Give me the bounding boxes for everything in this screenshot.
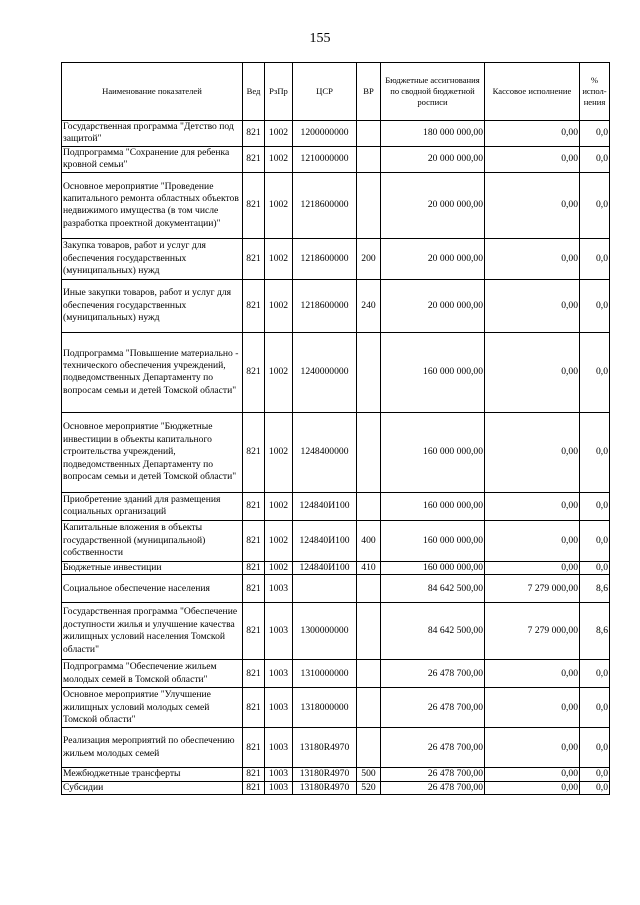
table-row [62,332,610,412]
row-budget: 160 000 000,00 [381,412,485,492]
row-vr [357,728,381,768]
row-cash: 0,00 [485,172,580,238]
row-pct: 8,6 [580,575,610,603]
row-cash: 0,00 [485,279,580,332]
row-name: Подпрограмма "Повышение материально - технического обеспечения учреждений, подведомственных Департаменту по вопросам семьи и детей Томской области" [62,332,243,412]
row-cash: 0,00 [485,332,580,412]
row-csr: 1318000000 [293,688,357,728]
row-name: Закупка товаров, работ и услуг для обеспечения государственных (муниципальных) нужд [62,238,243,279]
row-name: Государственная программа "Обеспечение доступности жилья и улучшение качества жилищных условий населения Томской области" [62,603,243,660]
table-row [62,412,610,492]
row-rzpr: 1002 [265,412,293,492]
table-row [62,781,610,794]
row-budget: 20 000 000,00 [381,279,485,332]
row-budget: 20 000 000,00 [381,238,485,279]
row-rzpr: 1002 [265,121,293,147]
row-cash: 0,00 [485,146,580,172]
row-pct: 0,0 [580,520,610,561]
row-budget: 180 000 000,00 [381,121,485,147]
table-row [62,768,610,781]
row-budget: 26 478 700,00 [381,688,485,728]
row-rzpr: 1002 [265,238,293,279]
table-row [62,146,610,172]
row-name: Капитальные вложения в объекты государственной (муниципальной) собственности [62,520,243,561]
row-ved: 821 [243,520,265,561]
row-budget: 160 000 000,00 [381,561,485,574]
row-csr: 124840И100 [293,492,357,520]
row-pct: 0,0 [580,660,610,688]
row-budget: 20 000 000,00 [381,146,485,172]
row-ved: 821 [243,781,265,794]
table-row [62,238,610,279]
table-row [62,561,610,574]
row-cash: 0,00 [485,768,580,781]
row-csr: 13180R4970 [293,781,357,794]
row-csr: 124840И100 [293,520,357,561]
row-ved: 821 [243,768,265,781]
row-csr [293,575,357,603]
row-ved: 821 [243,279,265,332]
row-cash: 0,00 [485,520,580,561]
table-row [62,279,610,332]
row-cash: 0,00 [485,412,580,492]
row-csr: 1200000000 [293,121,357,147]
row-cash: 0,00 [485,688,580,728]
table-header-row [62,63,610,121]
row-cash: 0,00 [485,238,580,279]
row-budget: 26 478 700,00 [381,660,485,688]
table-row [62,688,610,728]
row-pct: 0,0 [580,412,610,492]
row-ved: 821 [243,688,265,728]
row-rzpr: 1003 [265,768,293,781]
header-name: Наименование показателей [62,63,243,121]
row-cash: 7 279 000,00 [485,575,580,603]
row-pct: 0,0 [580,121,610,147]
row-rzpr: 1003 [265,603,293,660]
row-rzpr: 1002 [265,279,293,332]
row-pct: 0,0 [580,238,610,279]
row-cash: 0,00 [485,121,580,147]
row-ved: 821 [243,172,265,238]
row-vr [357,146,381,172]
row-rzpr: 1003 [265,728,293,768]
header-cash: Кассовое исполнение [485,63,580,121]
row-csr: 13180R4970 [293,728,357,768]
header-rzpr: РзПр [265,63,293,121]
row-csr: 1210000000 [293,146,357,172]
row-vr [357,603,381,660]
header-ved: Вед [243,63,265,121]
row-csr: 13180R4970 [293,768,357,781]
row-cash: 0,00 [485,492,580,520]
row-rzpr: 1003 [265,781,293,794]
row-name: Основное мероприятие "Проведение капитального ремонта областных объектов недвижимого имущества (в том числе разработка проектной документации)" [62,172,243,238]
row-ved: 821 [243,492,265,520]
header-budget: Бюджетные ассигнования по сводной бюджетной росписи [381,63,485,121]
row-budget: 26 478 700,00 [381,781,485,794]
table-row [62,492,610,520]
row-rzpr: 1002 [265,146,293,172]
row-vr [357,121,381,147]
row-csr: 1248400000 [293,412,357,492]
row-name: Реализация мероприятий по обеспечению жильем молодых семей [62,728,243,768]
row-rzpr: 1003 [265,688,293,728]
row-budget: 26 478 700,00 [381,728,485,768]
table-row [62,728,610,768]
table-row [62,660,610,688]
row-budget: 26 478 700,00 [381,768,485,781]
row-budget: 160 000 000,00 [381,520,485,561]
row-vr: 410 [357,561,381,574]
row-pct: 0,0 [580,172,610,238]
table-row [62,121,610,147]
row-vr [357,575,381,603]
row-ved: 821 [243,412,265,492]
table-row [62,575,610,603]
header-csr: ЦСР [293,63,357,121]
budget-table [61,62,610,795]
row-vr [357,412,381,492]
row-rzpr: 1002 [265,172,293,238]
page-number: 155 [309,31,331,46]
row-name: Бюджетные инвестиции [62,561,243,574]
row-vr [357,660,381,688]
row-name: Государственная программа "Детство под защитой" [62,121,243,147]
row-csr: 1218600000 [293,172,357,238]
row-vr: 200 [357,238,381,279]
row-pct: 0,0 [580,146,610,172]
row-pct: 0,0 [580,728,610,768]
row-name: Субсидии [62,781,243,794]
row-vr: 240 [357,279,381,332]
row-name: Социальное обеспечение населения [62,575,243,603]
row-budget: 160 000 000,00 [381,332,485,412]
row-rzpr: 1002 [265,561,293,574]
table-row [62,603,610,660]
header-pct: % испол- нения [580,63,610,121]
row-pct: 0,0 [580,332,610,412]
row-pct: 0,0 [580,781,610,794]
row-ved: 821 [243,660,265,688]
row-ved: 821 [243,561,265,574]
row-csr: 1218600000 [293,279,357,332]
row-csr: 124840И100 [293,561,357,574]
row-vr [357,492,381,520]
row-vr [357,688,381,728]
row-pct: 0,0 [580,279,610,332]
row-cash: 0,00 [485,561,580,574]
row-budget: 160 000 000,00 [381,492,485,520]
row-csr: 1218600000 [293,238,357,279]
row-cash: 0,00 [485,660,580,688]
row-vr: 520 [357,781,381,794]
row-vr [357,172,381,238]
row-budget: 84 642 500,00 [381,575,485,603]
row-rzpr: 1003 [265,575,293,603]
row-csr: 1300000000 [293,603,357,660]
row-name: Иные закупки товаров, работ и услуг для обеспечения государственных (муниципальных) нужд [62,279,243,332]
row-name: Основное мероприятие "Улучшение жилищных условий молодых семей Томской области" [62,688,243,728]
row-cash: 0,00 [485,781,580,794]
row-ved: 821 [243,332,265,412]
row-name: Основное мероприятие "Бюджетные инвестиции в объекты капитального строительства учреждений, подведомственных Департаменту по вопросам семьи и детей Томской области" [62,412,243,492]
header-vr: ВР [357,63,381,121]
table-row [62,172,610,238]
row-name: Подпрограмма "Сохранение для ребенка кровной семьи" [62,146,243,172]
row-vr: 500 [357,768,381,781]
row-csr: 1310000000 [293,660,357,688]
row-name: Подпрограмма "Обеспечение жильем молодых семей в Томской области" [62,660,243,688]
table-row [62,520,610,561]
row-vr [357,332,381,412]
row-pct: 0,0 [580,768,610,781]
row-ved: 821 [243,575,265,603]
row-cash: 0,00 [485,728,580,768]
row-cash: 7 279 000,00 [485,603,580,660]
row-ved: 821 [243,121,265,147]
row-name: Приобретение зданий для размещения социальных организаций [62,492,243,520]
row-name: Межбюджетные трансферты [62,768,243,781]
row-rzpr: 1002 [265,520,293,561]
row-ved: 821 [243,238,265,279]
row-pct: 8,6 [580,603,610,660]
row-rzpr: 1002 [265,492,293,520]
row-csr: 1240000000 [293,332,357,412]
row-ved: 821 [243,603,265,660]
row-pct: 0,0 [580,561,610,574]
row-pct: 0,0 [580,688,610,728]
row-pct: 0,0 [580,492,610,520]
row-budget: 84 642 500,00 [381,603,485,660]
row-rzpr: 1003 [265,660,293,688]
row-rzpr: 1002 [265,332,293,412]
row-vr: 400 [357,520,381,561]
row-ved: 821 [243,728,265,768]
row-ved: 821 [243,146,265,172]
row-budget: 20 000 000,00 [381,172,485,238]
